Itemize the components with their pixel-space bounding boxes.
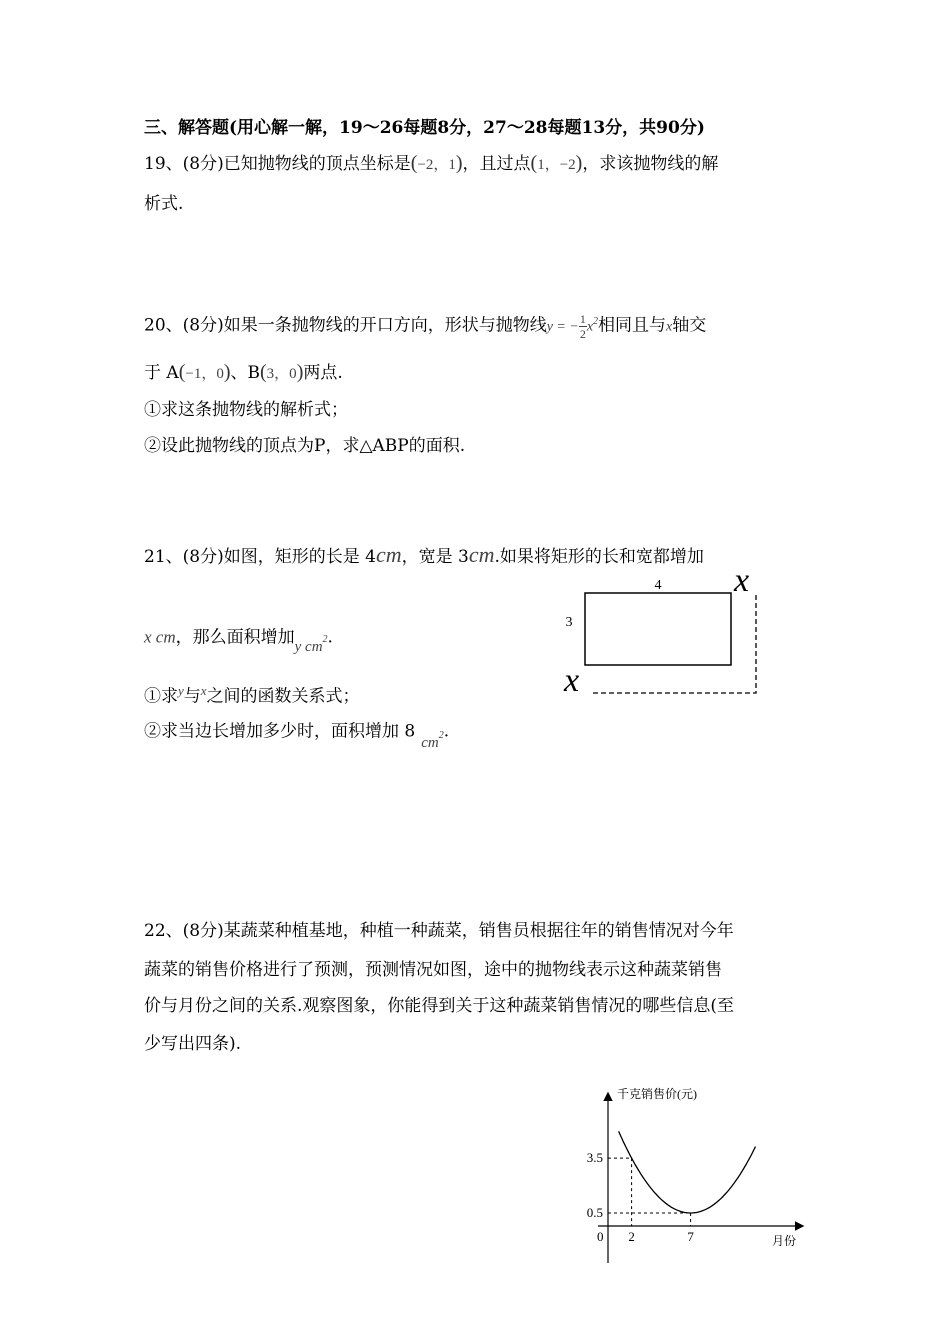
q22-line2: 蔬菜的销售价格进行了预测，预测情况如图，途中的抛物线表示这种蔬菜销售: [144, 960, 722, 980]
length-label: 4: [654, 578, 662, 593]
q19-point: 1，−2: [537, 157, 576, 173]
q20-point-a: −1，0: [185, 366, 224, 382]
y-tick-label: 3.5: [586, 1150, 603, 1166]
q20-point-b: 3，0: [266, 366, 297, 382]
x-label-right: x: [734, 565, 750, 599]
q20-axis-var: x: [666, 319, 673, 335]
q20-line2-b: 、B: [230, 363, 260, 383]
q21-sub1-c: 之间的函数关系式；: [206, 686, 360, 707]
q20-eq-lhs: y = −: [546, 319, 579, 335]
width-label: 3: [565, 615, 573, 630]
q19-mid: ，且过点: [462, 154, 531, 174]
y-axis-label: 千克销售价(元): [617, 1087, 697, 1101]
q21-prefix: 21、(8分)如图，矩形的长是 4: [144, 547, 376, 567]
q21-line2-text: ，那么面积增加: [175, 627, 295, 648]
parabola-curve: [619, 1131, 756, 1213]
price-chart: [570, 1078, 810, 1270]
q21-sub1-y: y: [178, 683, 184, 698]
q20-suffix: 轴交: [672, 315, 707, 336]
x-tick-label: 7: [687, 1229, 694, 1244]
q20-fraction: $\frac{1}{2}$: [579, 311, 586, 341]
q21-sub2-exp: 2: [438, 730, 444, 741]
q22-line3: 价与月份之间的关系.观察图象，你能得到关于这种蔬菜销售情况的哪些信息(至: [144, 996, 735, 1016]
q19-line2: 析式.: [144, 194, 184, 214]
q21-line2-exp: 2: [322, 634, 328, 645]
q21-suffix: .如果将矩形的长和宽都增加: [494, 547, 704, 567]
q19-suffix: ，求该抛物线的解: [582, 154, 719, 174]
q21-sub2-a: ②求当边长增加多少时，面积增加 8: [144, 721, 416, 742]
q22-line4: 少写出四条).: [144, 1034, 242, 1054]
rectangle: [585, 593, 731, 665]
q21-line2: [144, 622, 333, 655]
q21-sub1-a: ①求: [144, 686, 178, 707]
q19-vertex: −2，1: [417, 157, 456, 173]
guide-lines: [608, 1158, 691, 1226]
x-label-left: x: [564, 662, 580, 695]
q19-line1: 19、(8分)已知抛物线的顶点坐标是(−2，1)，且过点(1，−2)，求该抛物线的解: [144, 152, 719, 174]
q21-x-cm: x cm: [144, 627, 176, 647]
q21-unit-width: cm: [468, 542, 495, 567]
q21-sub1-x: x: [200, 683, 207, 698]
q20-sub2: ②设此抛物线的顶点为P，求△ABP的面积.: [144, 436, 466, 456]
q21-sub1-b: 与: [183, 686, 201, 707]
x-tick-label: 2: [628, 1229, 635, 1244]
origin-label: 0: [597, 1229, 604, 1244]
q20-sub1: ①求这条抛物线的解析式；: [144, 400, 348, 420]
section-heading: 三、解答题(用心解一解，19～26每题8分，27～28每题13分，共90分): [144, 118, 705, 138]
q21-y-cm: y cm: [294, 638, 323, 655]
q21-sub2-end: .: [443, 721, 450, 742]
q20-mid: 相同且与: [598, 315, 667, 336]
q20-line2-c: 两点.: [303, 363, 343, 383]
x-axis-label: 月份: [772, 1234, 797, 1248]
rectangle-figure: [560, 565, 770, 695]
q20-line1: [144, 310, 706, 341]
q21-unit-length: cm: [375, 542, 402, 567]
q21-line2-end: .: [327, 627, 333, 648]
q20-line2: 于 A(−1，0)、B(3，0)两点.: [144, 361, 343, 383]
q21-mid: ，宽是 3: [401, 547, 469, 567]
q19-prefix: 19、(8分)已知抛物线的顶点坐标是: [144, 154, 411, 174]
q20-line2-a: 于 A: [144, 363, 179, 383]
q21-sub2-unit: cm: [421, 734, 439, 751]
q20-prefix: 20、(8分)如果一条抛物线的开口方向，形状与抛物线: [144, 315, 547, 336]
y-tick-label: 0.5: [586, 1205, 603, 1220]
q21-sub2: [144, 716, 450, 751]
q20-eq-var: x: [586, 319, 594, 335]
q22-line1: 22、(8分)某蔬菜种植基地，种植一种蔬菜，销售员根据往年的销售情况对今年: [144, 921, 734, 941]
q21-sub1: [144, 679, 360, 709]
q20-eq-exp: 2: [593, 316, 599, 327]
